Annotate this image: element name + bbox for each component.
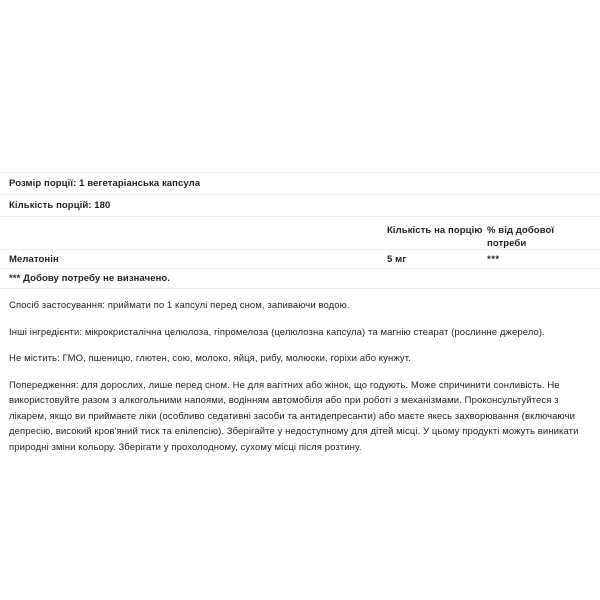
servings-per-container-label: Кількість порцій: 180 <box>9 200 111 211</box>
other-ingredients-paragraph: Інші інгредієнти: мікрокристалічна целюлоза, гіпромелоза (целюлозна капсула) та магнію стеарат (рослинне джерело). <box>9 326 545 338</box>
warning-paragraph: Попередження: для дорослих, лише перед сном. Не для вагітних або жінок, що годують. Може спричинити сонливість. Не використовуйте разом з алкогольними напоями, водінням автомобіля або при роботі з механізмами. Проконсультуйтеся з лікарем, якщо ви приймаєте ліки (особливо седативні засоби та антидепресанти) або маєте якесь захворювання (включаючи депресію, високий кров'яний тиск та епілепсію). Зберігайте у недоступному для дітей місці. У цьому продукті можуть виникати природні зміни кольору. Зберігати у прохолодному, сухому місці після розтину. <box>9 379 579 453</box>
serving-size-label: Розмір порції: 1 вегетаріанська капсула <box>9 178 201 189</box>
nutrient-daily-value: *** <box>487 253 500 265</box>
product-information <box>0 298 600 455</box>
allergen-free-paragraph: Не містить: ГМО, пшеницю, глютен, сою, молоко, яйця, рибу, молюски, горіхи або кунжут. <box>9 353 411 364</box>
supplement-facts-table <box>0 172 600 289</box>
serving-size-row <box>0 173 600 195</box>
column-header-percent-daily-value: % від добової потреби <box>487 225 555 249</box>
table-row <box>0 250 600 269</box>
column-header-amount-per-serving: Кількість на порцію <box>387 225 483 236</box>
daily-value-footnote: *** Добову потребу не визначено. <box>9 273 171 284</box>
table-header-row <box>0 217 600 250</box>
nutrient-name: Мелатонін <box>9 253 59 265</box>
nutrient-amount: 5 мг <box>387 253 407 265</box>
servings-per-container-row <box>0 195 600 217</box>
directions-paragraph: Спосіб застосування: приймати по 1 капсулі перед сном, запиваючи водою. <box>9 300 350 311</box>
daily-value-footnote-row <box>0 269 600 289</box>
